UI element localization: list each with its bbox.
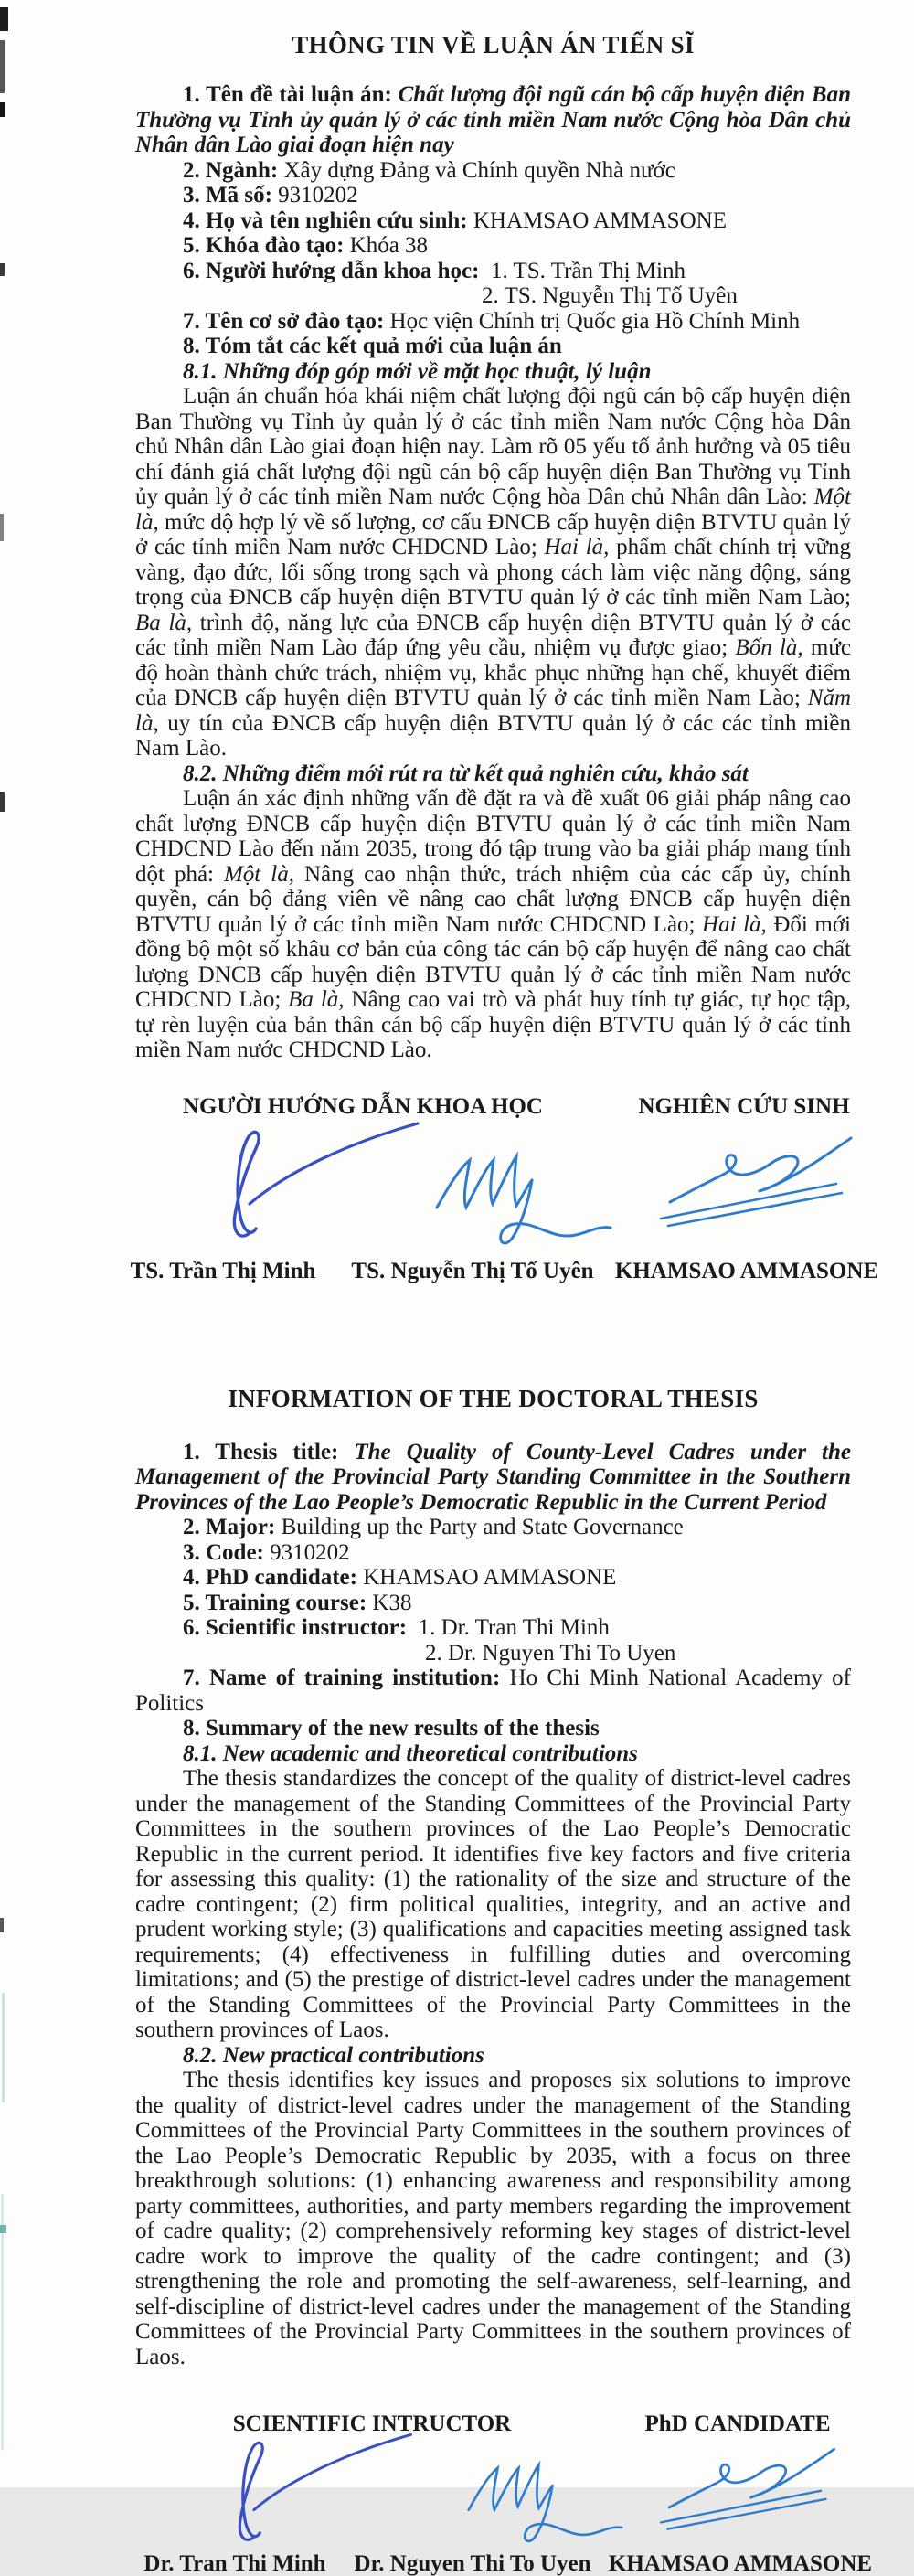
- en-supervisors-header: SCIENTIFIC INTRUCTOR: [233, 2411, 511, 2437]
- scan-artifact: [0, 2225, 6, 2233]
- signature-khamsao-ammasone: [652, 1129, 857, 1234]
- vn-item-candidate: 4. Họ và tên nghiên cứu sinh: KHAMSAO AMMASONE: [135, 208, 851, 234]
- page-gap: [135, 1284, 851, 1385]
- vn-item-institution: 7. Tên cơ sở đào tạo: Học viện Chính trị Quốc gia Hồ Chính Minh: [135, 309, 851, 335]
- en-heading-8-1: 8.1. New academic and theoretical contributions: [135, 1741, 851, 1767]
- vn-signature-block: [135, 1094, 851, 1284]
- en-supervisor1-name: Dr. Tran Thi Minh: [143, 2551, 325, 2576]
- vn-item-code: 3. Mã số: 9310202: [135, 183, 851, 208]
- vn-paragraph-8-1: Luận án chuẩn hóa khái niệm chất lượng đội ngũ cán bộ cấp huyện diện Ban Thường vụ Tỉnh ủy quản lý ở các tỉnh miền Nam nước Cộng hòa Dân chủ Nhân dân Lào giai đoạn hiện nay. Làm rõ 05 yếu tố ảnh hưởng và 05 tiêu chí đánh giá chất lượng đội ngũ cán bộ cấp huyện diện Ban Thường vụ Tỉnh ủy quản lý ở các tỉnh miền Nam nước Cộng hòa Dân chủ Nhân dân Lào: Một là, mức độ hợp lý về số lượng, cơ cấu ĐNCB cấp huyện diện BTVTU quản lý ở các tỉnh miền Nam nước CHDCND Lào; Hai là, phẩm chất chính trị vững vàng, đạo đức, lối sống trong sạch và phong cách làm việc năng động, sáng trọng của ĐNCB cấp huyện diện BTVTU quản lý ở các tỉnh miền Nam Lào; Ba là, trình độ, năng lực của ĐNCB cấp huyện diện BTVTU quản lý ở các các tỉnh miền Nam Lào đáp ứng yêu cầu, nhiệm vụ được giao; Bốn là, mức độ hoàn thành chức trách, nhiệm vụ, khắc phục những hạn chế, khuyết điểm của ĐNCB cấp huyện diện BTVTU quản lý ở các tỉnh miền Nam Lào; Năm là, uy tín của ĐNCB cấp huyện diện BTVTU quản lý ở các các tỉnh miền Nam Lào.: [135, 384, 851, 761]
- vn-supervisor1-name: TS. Trần Thị Minh: [131, 1259, 316, 1284]
- signature-nguyen-thi-to-uyen: [461, 2450, 630, 2550]
- en-item-instructors-line2: 2. Dr. Nguyen Thi To Uyen: [135, 1641, 851, 1666]
- vn-supervisor2-name: TS. Nguyễn Thị Tố Uyên: [351, 1259, 593, 1284]
- signature-khamsao-ammasone: [653, 2441, 840, 2537]
- vn-heading-8-1: 8.1. Những đóp góp mới về mặt học thuật, lý luận: [135, 359, 851, 385]
- scan-artifact: [0, 1918, 4, 1932]
- vn-paragraph-8-2: Luận án xác định những vấn đề đặt ra và đề xuất 06 giải pháp nâng cao chất lượng ĐNCB cấp huyện diện BTVTU quản lý ở các tỉnh miền Nam CHDCND Lào đến năm 2035, trong đó tập trung vào ba giải pháp mang tính đột phá: Một là, Nâng cao nhận thức, trách nhiệm của các cấp ủy, chính quyền, cán bộ đảng viên về nâng cao chất lượng ĐNCB cấp huyện diện BTVTU quản lý ở các tỉnh miền Nam nước CHDCND Lào; Hai là, Đổi mới đồng bộ một số khâu cơ bản của công tác cán bộ cấp huyện để nâng cao chất lượng ĐNCB cấp huyện diện BTVTU quản lý ở các tỉnh miền Nam nước CHDCND Lào; Ba là, Nâng cao vai trò và phát huy tính tự giác, tự học tập, tự rèn luyện của bản thân cán bộ cấp huyện diện BTVTU quản lý ở các tỉnh miền Nam nước CHDCND Lào.: [135, 786, 851, 1063]
- vn-supervisors-header: NGƯỜI HƯỚNG DẪN KHOA HỌC: [183, 1094, 543, 1120]
- scan-artifact: [2, 1993, 5, 2102]
- vn-item-major: 2. Ngành: Xây dựng Đảng và Chính quyền Nhà nước: [135, 158, 851, 184]
- en-item-candidate: 4. PhD candidate: KHAMSAO AMMASONE: [135, 1565, 851, 1591]
- en-item-institution: 7. Name of training institution: Ho Chi Minh National Academy of Politics: [135, 1666, 851, 1716]
- vn-item-instructors-line1: 6. Người hướng dẫn khoa học: 1. TS. Trần Thị Minh: [135, 259, 851, 284]
- scan-artifact: [0, 263, 5, 276]
- vn-item-instructors-line2: 2. TS. Nguyễn Thị Tố Uyên: [135, 283, 851, 309]
- en-paragraph-8-1: The thesis standardizes the concept of the quality of district-level cadres under the management of the Standing Committees of the Provincial Party Committees in the southern provinces of the Lao People’s Democratic Republic in the current period. It identifies five key factors and five criteria for assessing this quality: (1) the rationality of the size and structure of the cadre contingent; (2) firm political qualities, integrity, and an active and prudent working style; (3) qualifications and capacities meeting assigned task requirements; (4) effectiveness in fulfilling duties and overcoming limitations; and (5) the prestige of district-level cadres under the management of the Standing Committees of the Provincial Party Committees in the southern provinces of Laos.: [135, 1766, 851, 2043]
- en-page-title: INFORMATION OF THE DOCTORAL THESIS: [135, 1385, 851, 1412]
- vn-item-course: 5. Khóa đào tạo: Khóa 38: [135, 233, 851, 259]
- en-candidate-name: KHAMSAO AMMASONE: [609, 2551, 872, 2576]
- en-signature-block: [135, 2411, 851, 2576]
- en-supervisor2-name: Dr. Nguyen Thi To Uyen: [354, 2551, 590, 2576]
- scan-artifact: [0, 40, 5, 93]
- en-item-instructors-line1: 6. Scientific instructor: 1. Dr. Tran Thi Minh: [135, 1615, 851, 1641]
- scan-artifact: [0, 7, 8, 31]
- en-item-code: 3. Code: 9310202: [135, 1540, 851, 1566]
- en-item-course: 5. Training course: K38: [135, 1591, 851, 1616]
- en-paragraph-8-2: The thesis identifies key issues and proposes six solutions to improve the quality of district-level cadres under the management of the Standing Committees of the Provincial Party Committees in the southern provinces of the Lao People’s Democratic Republic by 2035, with a focus on three breakthrough solutions: (1) enhancing awareness and responsibility among party committees, authorities, and party members regarding the improvement of cadre quality; (2) comprehensively reforming key stages of district-level cadre work to improve the quality of the cadre contingent; and (3) strengthening the role and promoting the self-awareness, self-learning, and self-discipline of district-level cadres under the management of the Standing Committees of the Provincial Party Committees in the southern provinces of Laos.: [135, 2068, 851, 2369]
- scan-artifact: [0, 514, 4, 541]
- en-heading-8-2: 8.2. New practical contributions: [135, 2043, 851, 2069]
- en-item-thesis-title: 1. Thesis title: The Quality of County-Level Cadres under the Management of the Provincial Party Standing Committee in the Southern Provinces of the Lao People’s Democratic Republic in the Current Period: [135, 1440, 851, 1516]
- en-item-summary-heading: 8. Summary of the new results of the thesis: [135, 1716, 851, 1741]
- signature-tran-thi-minh: [222, 1116, 423, 1253]
- vn-candidate-name: KHAMSAO AMMASONE: [615, 1259, 878, 1284]
- en-candidate-header: PhD CANDIDATE: [644, 2411, 830, 2437]
- vn-item-summary-heading: 8. Tóm tắt các kết quả mới của luận án: [135, 334, 851, 359]
- vn-item-thesis-title: 1. Tên đề tài luận án: Chất lượng đội ngũ cán bộ cấp huyện diện Ban Thường vụ Tỉnh ủy quản lý ở các tỉnh miền Nam nước Cộng hòa Dân chủ Nhân dân Lào giai đoạn hiện nay: [135, 82, 851, 158]
- signature-nguyen-thi-to-uyen: [428, 1142, 620, 1251]
- vn-heading-8-2: 8.2. Những điểm mới rút ra từ kết quả nghiên cứu, khảo sát: [135, 761, 851, 787]
- scan-artifact: [0, 792, 5, 812]
- en-item-major: 2. Major: Building up the Party and State Governance: [135, 1515, 851, 1540]
- vn-page-title: THÔNG TIN VỀ LUẬN ÁN TIẾN SĨ: [135, 31, 851, 59]
- signature-tran-thi-minh: [224, 2428, 420, 2556]
- scan-artifact: [0, 102, 5, 117]
- vn-candidate-header: NGHIÊN CỨU SINH: [638, 1094, 849, 1120]
- document-content: [135, 31, 851, 2576]
